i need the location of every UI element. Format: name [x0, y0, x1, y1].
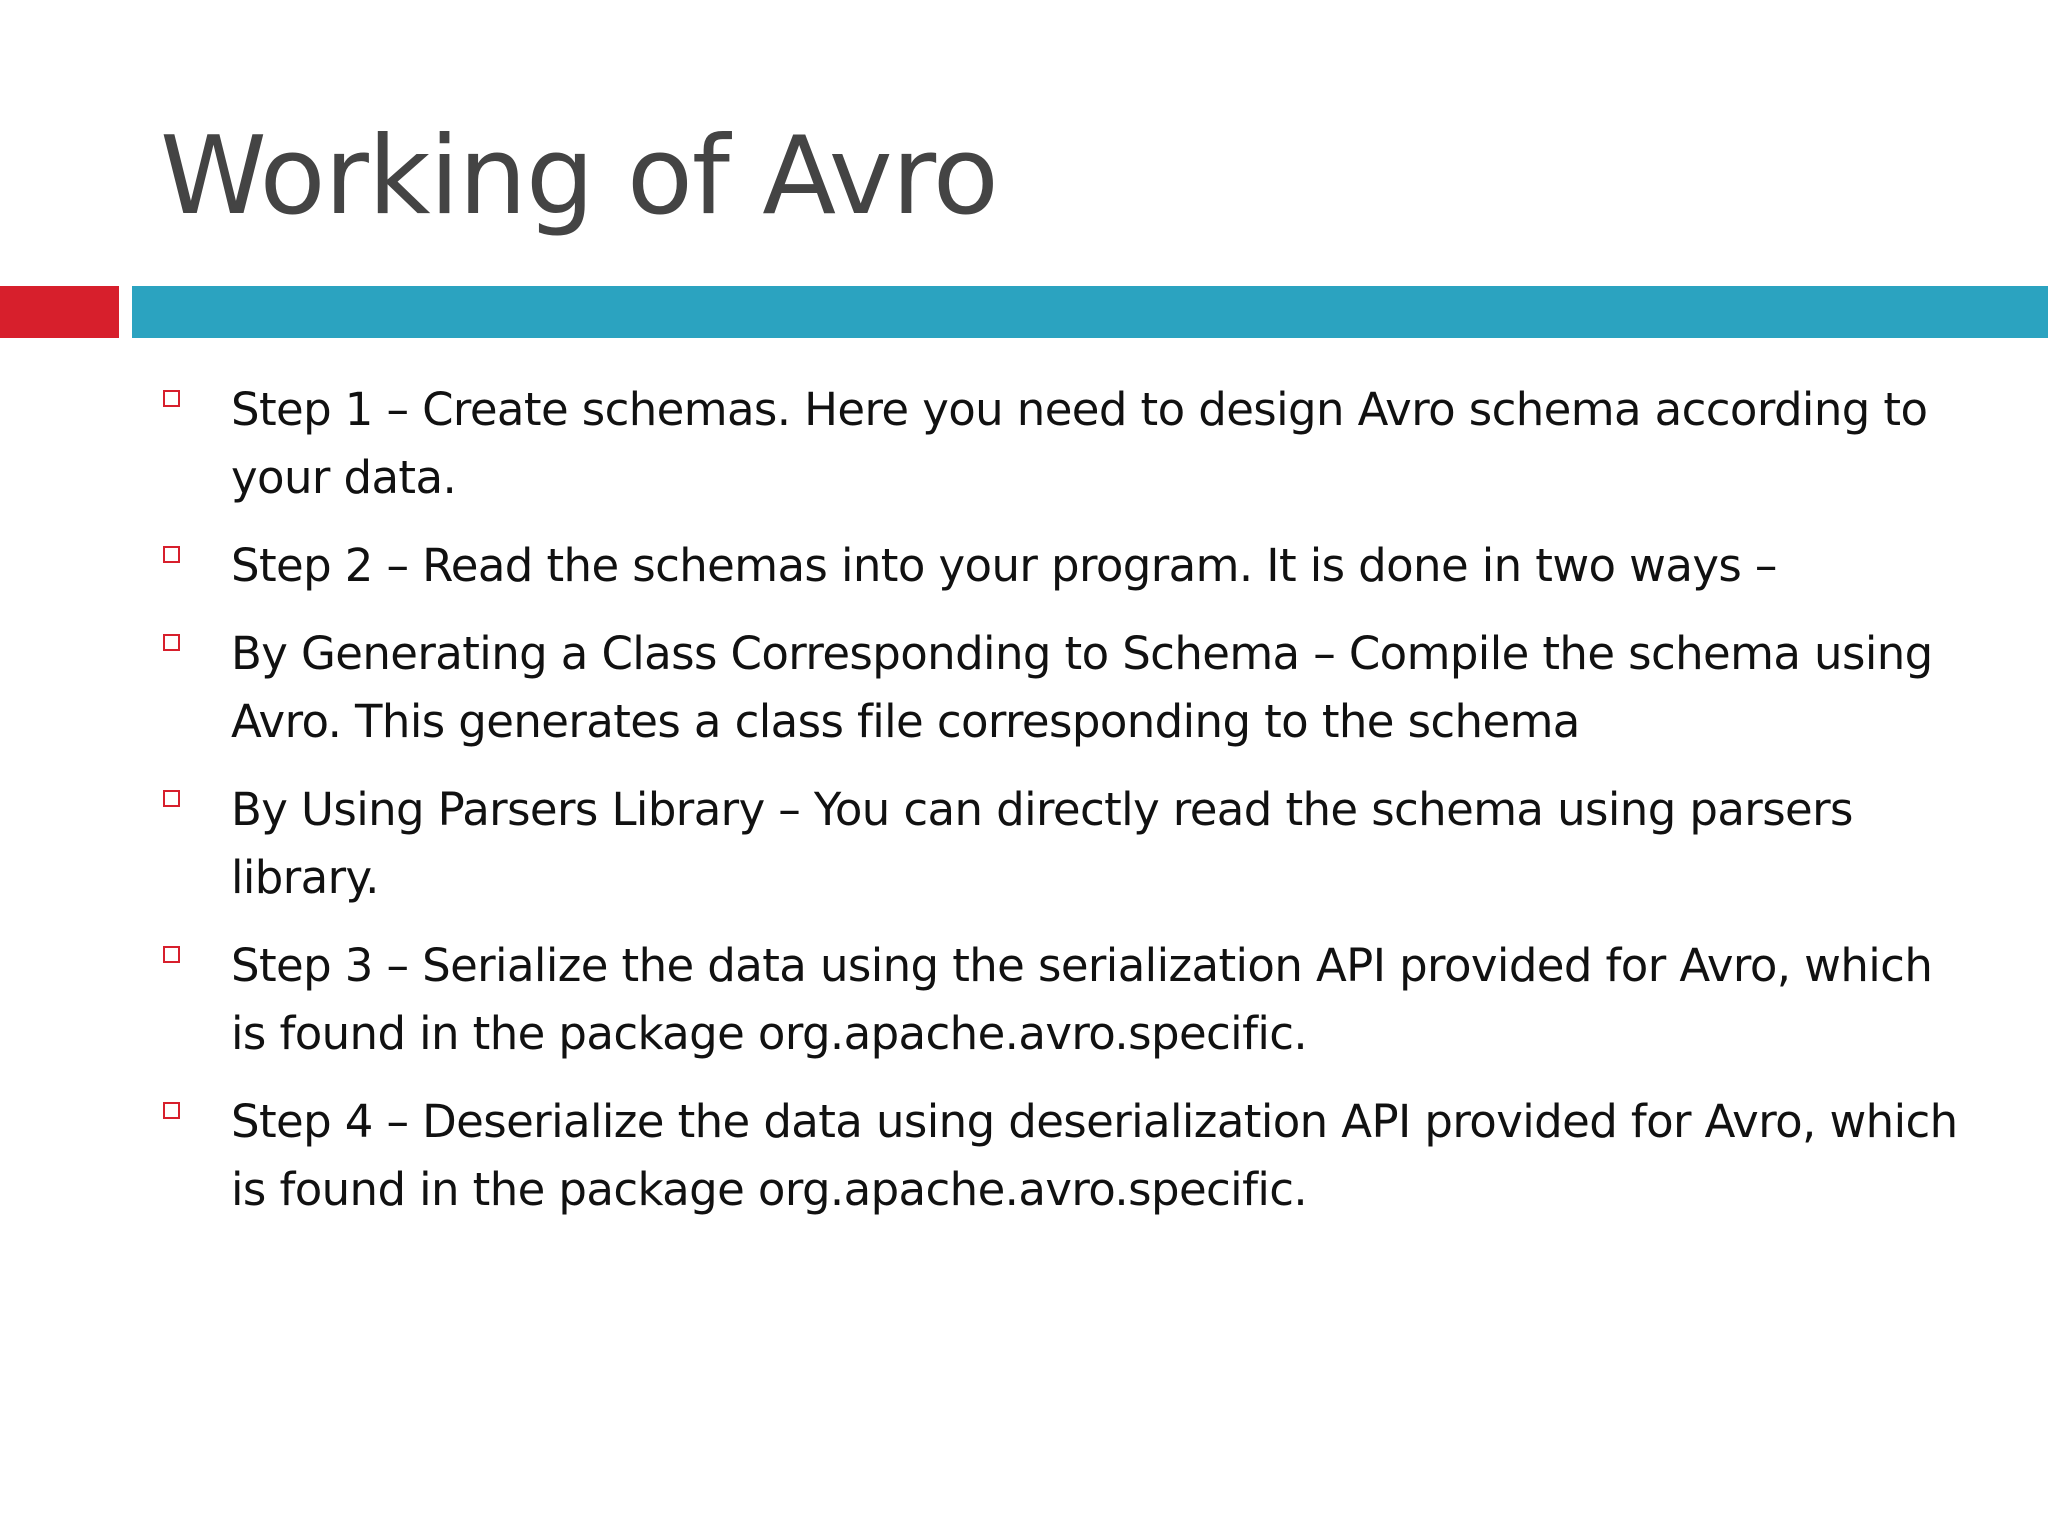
bullet-item	[160, 1088, 1960, 1224]
square-bullet-icon	[163, 946, 180, 963]
bullet-text: By Generating a Class Corresponding to Schema – Compile the schema using Avro. This generates a class file corresponding to the schema	[231, 627, 1933, 748]
bullet-text: Step 4 – Deserialize the data using deserialization API provided for Avro, which is found in the package org.apache.avro.specific.	[231, 1095, 1958, 1216]
bullet-text: Step 2 – Read the schemas into your program. It is done in two ways –	[231, 539, 1777, 592]
square-bullet-icon	[163, 1102, 180, 1119]
bullet-item	[160, 376, 1960, 512]
title-accent-bar-teal	[132, 286, 2048, 338]
square-bullet-icon	[163, 790, 180, 807]
bullet-text: Step 1 – Create schemas. Here you need to design Avro schema according to your data.	[231, 383, 1928, 504]
bullet-item	[160, 932, 1960, 1068]
square-bullet-icon	[163, 634, 180, 651]
bullet-item	[160, 776, 1960, 912]
slide-title: Working of Avro	[160, 114, 998, 239]
bullet-item	[160, 532, 1960, 600]
square-bullet-icon	[163, 390, 180, 407]
title-accent-bar-red	[0, 286, 119, 338]
bullet-text: Step 3 – Serialize the data using the serialization API provided for Avro, which is found in the package org.apache.avro.specific.	[231, 939, 1933, 1060]
bullet-item	[160, 620, 1960, 756]
square-bullet-icon	[163, 546, 180, 563]
bullet-text: By Using Parsers Library – You can directly read the schema using parsers library.	[231, 783, 1853, 904]
bullet-list	[160, 376, 1960, 1244]
